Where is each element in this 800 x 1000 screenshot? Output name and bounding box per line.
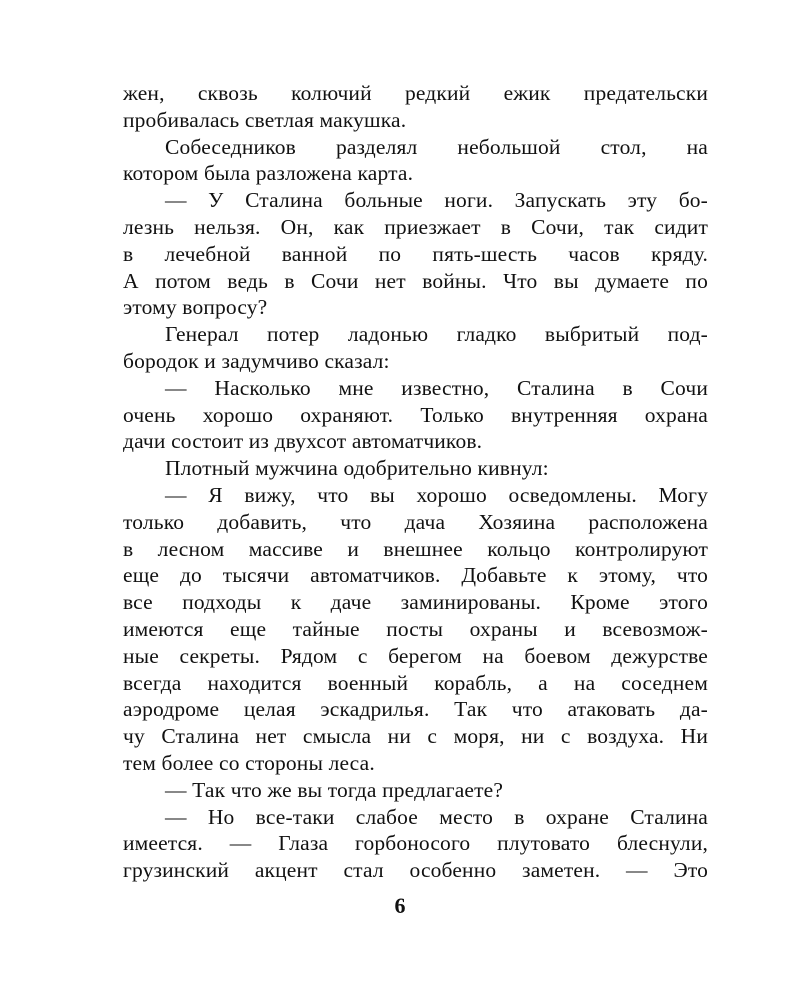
text-line: только добавить, что дача Хозяина расположена (123, 509, 708, 534)
text-line: все подходы к даче заминированы. Кроме этого (123, 590, 708, 615)
text-line: имеется. — Глаза горбоносого плутовато блеснули, (123, 831, 708, 856)
text-line: имеются еще тайные посты охраны и всевозмож- (123, 616, 708, 641)
text-line: грузинский акцент стал особенно заметен. — Это (123, 858, 708, 883)
text-line: в лесном массиве и внешнее кольцо контролируют (123, 536, 708, 561)
body-text (123, 80, 708, 884)
text-line: бородок и задумчиво сказал: (123, 348, 390, 373)
text-line: еще до тысячи автоматчиков. Добавьте к этому, что (123, 563, 708, 588)
text-line: пробивалась светлая макушка. (123, 107, 407, 132)
text-line: — У Сталина больные ноги. Запускать эту бо- (165, 188, 708, 213)
text-line: котором была разложена карта. (123, 161, 414, 186)
text-line: дачи состоит из двухсот автоматчиков. (123, 429, 483, 454)
text-line: в лечебной ванной по пять-шесть часов кряду. (123, 241, 708, 266)
text-line: — Так что же вы тогда предлагаете? (165, 777, 504, 802)
page-number: 6 (394, 893, 406, 918)
text-line: жен, сквозь колючий редкий ежик предательски (123, 81, 708, 105)
text-line: — Но все-таки слабое место в охране Сталина (165, 804, 708, 829)
text-line: очень хорошо охраняют. Только внутренняя охрана (123, 402, 708, 427)
text-line: лезнь нельзя. Он, как приезжает в Сочи, так сидит (123, 214, 708, 239)
text-line: — Насколько мне известно, Сталина в Сочи (165, 375, 708, 400)
text-line: Собеседников разделял небольшой стол, на (165, 134, 708, 159)
text-line: — Я вижу, что вы хорошо осведомлены. Могу (165, 482, 708, 507)
text-line: ные секреты. Рядом с берегом на боевом дежурстве (123, 643, 708, 668)
text-line: всегда находится военный корабль, а на соседнем (123, 670, 708, 695)
text-line: этому вопросу? (123, 295, 268, 320)
text-line: Генерал потер ладонью гладко выбритый под- (165, 322, 708, 347)
text-line: аэродроме целая эскадрилья. Так что атаковать да- (123, 697, 708, 722)
text-line: А потом ведь в Сочи нет войны. Что вы думаете по (123, 268, 708, 293)
text-line: чу Сталина нет смысла ни с моря, ни с воздуха. Ни (123, 724, 708, 749)
text-line: Плотный мужчина одобрительно кивнул: (165, 456, 549, 481)
text-line: тем более со стороны леса. (123, 750, 375, 775)
